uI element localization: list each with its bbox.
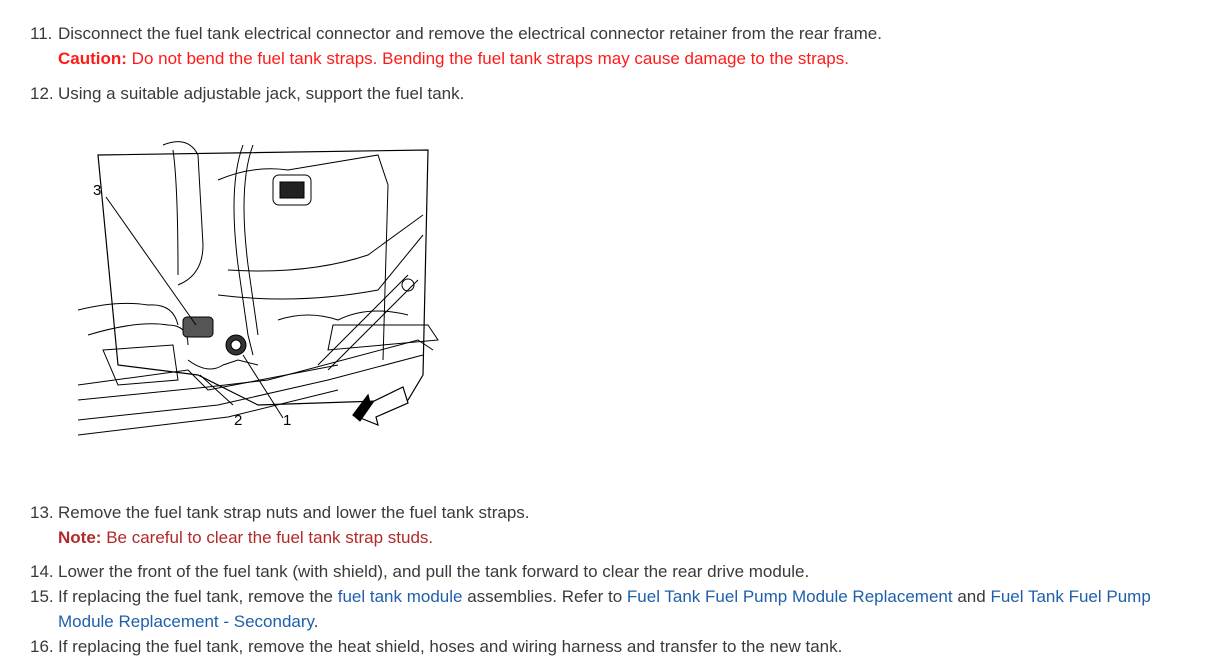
callout-2: 2	[234, 412, 243, 429]
fuel-tank-illustration	[78, 125, 448, 445]
step-12	[30, 81, 464, 106]
step-number: 11.	[30, 24, 53, 43]
note-label: Note:	[58, 528, 102, 547]
step-text: .	[313, 612, 319, 631]
step-number: 13.	[30, 503, 54, 522]
note-text: Be careful to clear the fuel tank strap studs.	[106, 528, 434, 547]
direction-arrow-icon	[353, 387, 408, 425]
step-text: If replacing the fuel tank, remove the	[58, 587, 333, 606]
step-number: 12.	[30, 84, 54, 103]
fuel-pump-module-replacement-link[interactable]: Fuel Tank Fuel Pump Module Replacement	[626, 587, 953, 606]
caution-message	[58, 46, 849, 71]
step-15	[30, 584, 1200, 634]
caution-label: Caution:	[58, 49, 127, 68]
step-text: Using a suitable adjustable jack, support the fuel tank.	[58, 84, 465, 103]
step-text: Lower the front of the fuel tank (with shield), and pull the tank forward to clear the rear drive module.	[58, 562, 810, 581]
note-message	[58, 525, 433, 550]
step-text: If replacing the fuel tank, remove the heat shield, hoses and wiring harness and transfer to the new tank.	[58, 637, 843, 656]
callout-1: 1	[283, 412, 292, 429]
step-text: Remove the fuel tank strap nuts and lower the fuel tank straps.	[58, 503, 530, 522]
callout-3: 3	[93, 182, 102, 199]
step-11	[30, 21, 882, 46]
fuel-tank-module-link[interactable]: fuel tank module	[337, 587, 463, 606]
step-13	[30, 500, 530, 525]
step-16	[30, 634, 842, 659]
caution-text: Do not bend the fuel tank straps. Bending the fuel tank straps may cause damage to the straps.	[131, 49, 849, 68]
step-text: Disconnect the fuel tank electrical connector and remove the electrical connector retainer from the rear frame.	[58, 24, 882, 43]
fuel-pump-module-replacement-secondary-link[interactable]: Fuel Tank Fuel Pump Module Replacement - Secondary	[58, 587, 1151, 631]
step-number: 14.	[30, 562, 54, 581]
step-number: 15.	[30, 587, 54, 606]
step-number: 16.	[30, 637, 54, 656]
step-text: and	[957, 587, 986, 606]
step-14	[30, 559, 809, 584]
step-text: assemblies. Refer to	[467, 587, 623, 606]
